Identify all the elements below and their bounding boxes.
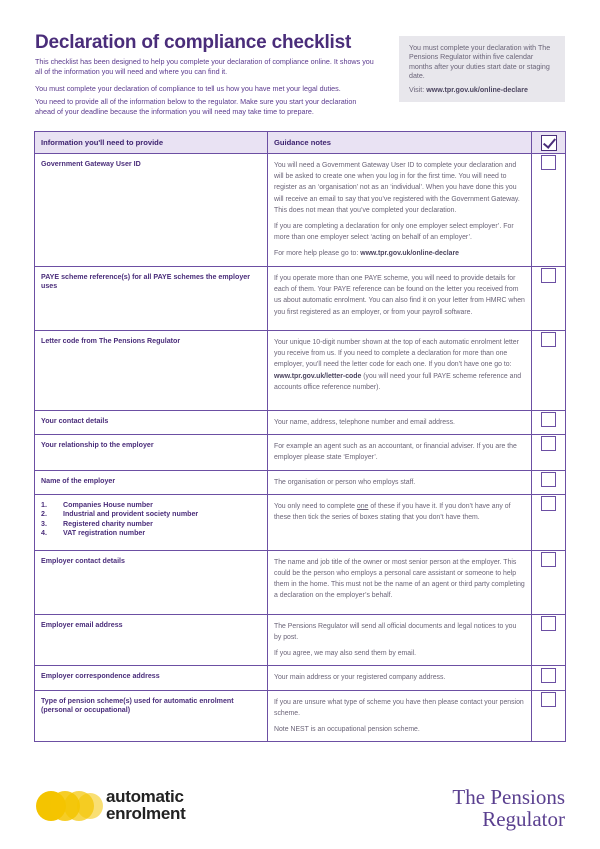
- guidance-text: If you are completing a declaration for only one employer select employer’. For more than one employer select ‘acting on behalf of an employer’.: [274, 223, 514, 242]
- list-item: [41, 529, 261, 538]
- list-label: Industrial and provident society number: [63, 510, 199, 519]
- guidance-link[interactable]: www.tpr.gov.uk/letter-code: [274, 372, 362, 380]
- row-info: Employer contact details: [35, 550, 268, 614]
- automatic-enrolment-logo: [34, 786, 214, 826]
- row-guidance: For example an agent such as an accountant, or financial adviser. If you are the employer please state ‘Employer’.: [268, 435, 532, 470]
- list-item: [41, 510, 261, 519]
- callout-visit: [409, 86, 555, 95]
- table-row: [35, 614, 566, 666]
- guidance-text: You will need a Government Gateway User ID to complete your declaration and will be asked to create one when you log in for the first time. You will need to register as an ‘organisation’ not as an ‘individual’. When you have done this you will receive an email to say that you’ve registered with the Government Gateway. This does not mean that you’ve completed your declaration.: [274, 162, 520, 214]
- table-row: [35, 267, 566, 331]
- guidance-text: If you are unsure what type of scheme you have then please contact your pension scheme.: [274, 698, 524, 717]
- row-info: Your relationship to the employer: [35, 435, 268, 470]
- row-guidance: [268, 331, 532, 411]
- pensions-regulator-logo: [452, 786, 565, 830]
- table-header-row: [35, 132, 566, 154]
- row-guidance: Your name, address, telephone number and email address.: [268, 411, 532, 435]
- table-row: [35, 690, 566, 742]
- row-checkbox[interactable]: [541, 668, 556, 683]
- row-checkbox[interactable]: [541, 692, 556, 707]
- list-item: [41, 501, 261, 510]
- row-info: Letter code from The Pensions Regulator: [35, 331, 268, 411]
- table-row: [35, 550, 566, 614]
- intro-paragraph: This checklist has been designed to help you complete your declaration of compliance online. It shows you all of the information you will need and where you can find it.: [35, 57, 374, 76]
- guidance-text: You only need to complete: [274, 502, 355, 510]
- list-label: Registered charity number: [63, 519, 153, 528]
- row-info: Government Gateway User ID: [35, 154, 268, 267]
- list-number: 2.: [41, 510, 47, 519]
- row-guidance: [268, 614, 532, 666]
- wordmark-line: enrolment: [106, 804, 186, 823]
- list-number: 1.: [41, 500, 47, 509]
- guidance-text: [274, 248, 525, 259]
- visit-label: Visit:: [409, 86, 425, 95]
- table-row: [35, 435, 566, 470]
- guidance-prefix: For more help please go to:: [274, 250, 359, 258]
- row-checkbox[interactable]: [541, 552, 556, 567]
- guidance-text: If you agree, we may also send them by email.: [274, 650, 417, 658]
- row-guidance: [268, 494, 532, 550]
- row-checkbox[interactable]: [541, 616, 556, 631]
- row-info: Employer correspondence address: [35, 666, 268, 690]
- row-info: PAYE scheme reference(s) for all PAYE schemes the employer uses: [35, 267, 268, 331]
- intro-paragraph: You must complete your declaration of compliance to tell us how you have met your legal duties.: [35, 84, 341, 93]
- row-checkbox[interactable]: [541, 155, 556, 170]
- footer: [34, 785, 565, 831]
- row-info: Employer email address: [35, 614, 268, 666]
- row-info: Your contact details: [35, 411, 268, 435]
- callout-text: You must complete your declaration with The Pensions Regulator within five calendar months after your duties start date or staging date.: [409, 44, 551, 80]
- yellow-dots-icon: [34, 786, 104, 826]
- number-list: [41, 501, 261, 539]
- table-row: [35, 331, 566, 411]
- table-row: [35, 666, 566, 690]
- column-header-check: [532, 132, 566, 154]
- list-number: 3.: [41, 519, 47, 528]
- table-row: [35, 154, 566, 267]
- row-checkbox[interactable]: [541, 496, 556, 511]
- guidance-text: The Pensions Regulator will send all official documents and legal notices to you by post.: [274, 622, 517, 642]
- row-checkbox[interactable]: [541, 436, 556, 451]
- page-title: Declaration of compliance checklist: [35, 32, 352, 53]
- row-guidance: The organisation or person who employs staff.: [268, 470, 532, 494]
- automatic-enrolment-wordmark: [106, 788, 185, 822]
- checked-checkbox-icon[interactable]: [541, 135, 557, 151]
- row-guidance: [268, 690, 532, 742]
- list-item: [41, 520, 261, 529]
- wordmark-line: Regulator: [482, 807, 565, 831]
- table-row: [35, 411, 566, 435]
- guidance-emphasis: one: [356, 502, 369, 510]
- wordmark-line: automatic: [106, 787, 184, 806]
- row-info: [35, 494, 268, 550]
- row-info: Name of the employer: [35, 470, 268, 494]
- checklist-table: [34, 131, 566, 742]
- row-checkbox[interactable]: [541, 332, 556, 347]
- guidance-text: Note NEST is an occupational pension scheme.: [274, 726, 420, 734]
- column-header-info: Information you'll need to provide: [35, 132, 268, 154]
- list-label: Companies House number: [63, 500, 153, 509]
- guidance-text: (you will need your full PAYE scheme reference and accounts office reference number).: [274, 372, 522, 391]
- visit-link[interactable]: www.tpr.gov.uk/online-declare: [426, 86, 528, 95]
- guidance-text: Your unique 10-digit number shown at the top of each automatic enrolment letter you receive from us. If you need to complete a declaration for more than one employer, you’ll need the letter code for each one. If you don’t have one go to:: [274, 339, 519, 369]
- row-info: Type of pension scheme(s) used for automatic enrolment (personal or occupational): [35, 690, 268, 742]
- guidance-text: of these if you have it. If you don’t have any of these then tick the series of boxes stating that you don’t have them.: [274, 502, 511, 522]
- list-number: 4.: [41, 529, 47, 538]
- row-checkbox[interactable]: [541, 412, 556, 427]
- intro-paragraph: You need to provide all of the information below to the regulator. Make sure you start your declaration ahead of your deadline because the information you will need may take time to prepare.: [35, 97, 357, 116]
- guidance-link[interactable]: www.tpr.gov.uk/online-declare: [360, 250, 459, 258]
- list-label: VAT registration number: [63, 529, 146, 538]
- table-row: [35, 470, 566, 494]
- table-row: [35, 494, 566, 550]
- row-guidance: [268, 154, 532, 267]
- column-header-guidance: Guidance notes: [268, 132, 532, 154]
- row-guidance: If you operate more than one PAYE scheme, you will need to provide details for each of them. Your PAYE reference can be found on the letter you received from us about automatic enrolment. You can also find it on your letter from HMRC when you first registered as an employer, or from your payroll software.: [268, 267, 532, 331]
- wordmark-line: The Pensions: [452, 785, 565, 809]
- deadline-callout: [399, 36, 565, 102]
- row-checkbox[interactable]: [541, 472, 556, 487]
- row-checkbox[interactable]: [541, 268, 556, 283]
- row-guidance: The name and job title of the owner or most senior person at the employer. This could be the person who employs a personal care assistant or someone to help them in the home. This must not be the name of an agent or third party completing a declaration on the employer’s behalf.: [268, 550, 532, 614]
- row-guidance: Your main address or your registered company address.: [268, 666, 532, 690]
